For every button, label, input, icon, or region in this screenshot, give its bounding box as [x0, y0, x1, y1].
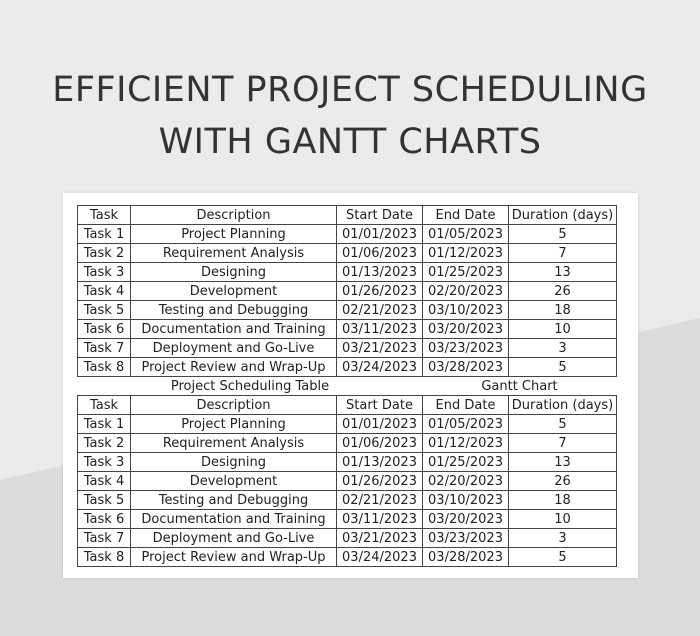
cell-end-date[interactable]: 03/23/2023 — [423, 529, 509, 548]
caption-gantt-chart: Gantt Chart — [423, 377, 617, 396]
table-row — [78, 320, 617, 339]
cell-duration[interactable]: 18 — [509, 301, 617, 320]
cell-start-date[interactable]: 01/13/2023 — [337, 453, 423, 472]
cell-task[interactable]: Task 3 — [78, 263, 131, 282]
cell-task[interactable]: Task 2 — [78, 434, 131, 453]
schedule-grid — [77, 205, 617, 567]
cell-end-date[interactable]: 03/23/2023 — [423, 339, 509, 358]
grid-body — [78, 206, 617, 567]
cell-task[interactable]: Task 4 — [78, 282, 131, 301]
cell-duration[interactable]: 26 — [509, 282, 617, 301]
cell-duration[interactable]: 13 — [509, 453, 617, 472]
cell-task[interactable]: Task 8 — [78, 548, 131, 567]
table-row — [78, 491, 617, 510]
cell-start-date[interactable]: 01/01/2023 — [337, 415, 423, 434]
cell-end-date[interactable]: 03/20/2023 — [423, 320, 509, 339]
cell-duration[interactable]: 5 — [509, 415, 617, 434]
cell-start-date[interactable]: 01/26/2023 — [337, 282, 423, 301]
column-header-description[interactable]: Description — [131, 206, 337, 225]
cell-end-date[interactable]: 01/05/2023 — [423, 415, 509, 434]
cell-description[interactable]: Deployment and Go-Live — [131, 339, 337, 358]
cell-task[interactable]: Task 3 — [78, 453, 131, 472]
table2-header-row — [78, 396, 617, 415]
cell-start-date[interactable]: 01/06/2023 — [337, 244, 423, 263]
table-row — [78, 510, 617, 529]
table-row — [78, 548, 617, 567]
cell-start-date[interactable]: 03/21/2023 — [337, 529, 423, 548]
column-header-end-date[interactable]: End Date — [423, 396, 509, 415]
cell-description[interactable]: Designing — [131, 453, 337, 472]
column-header-end-date[interactable]: End Date — [423, 206, 509, 225]
cell-description[interactable]: Requirement Analysis — [131, 434, 337, 453]
cell-description[interactable]: Project Review and Wrap-Up — [131, 358, 337, 377]
cell-start-date[interactable]: 02/21/2023 — [337, 301, 423, 320]
cell-duration[interactable]: 5 — [509, 225, 617, 244]
cell-task[interactable]: Task 7 — [78, 529, 131, 548]
cell-description[interactable]: Documentation and Training — [131, 320, 337, 339]
cell-task[interactable]: Task 4 — [78, 472, 131, 491]
caption-row — [78, 377, 617, 396]
cell-start-date[interactable]: 01/26/2023 — [337, 472, 423, 491]
spreadsheet-sheet — [63, 193, 638, 578]
cell-start-date[interactable]: 01/06/2023 — [337, 434, 423, 453]
cell-duration[interactable]: 10 — [509, 320, 617, 339]
table-row — [78, 244, 617, 263]
table-row — [78, 472, 617, 491]
cell-task[interactable]: Task 2 — [78, 244, 131, 263]
cell-description[interactable]: Deployment and Go-Live — [131, 529, 337, 548]
table-row — [78, 301, 617, 320]
cell-description[interactable]: Testing and Debugging — [131, 301, 337, 320]
cell-end-date[interactable]: 03/28/2023 — [423, 548, 509, 567]
cell-end-date[interactable]: 03/28/2023 — [423, 358, 509, 377]
column-header-duration[interactable]: Duration (days) — [509, 206, 617, 225]
cell-duration[interactable]: 3 — [509, 529, 617, 548]
cell-duration[interactable]: 7 — [509, 244, 617, 263]
table-row — [78, 339, 617, 358]
column-header-task[interactable]: Task — [78, 396, 131, 415]
cell-end-date[interactable]: 02/20/2023 — [423, 282, 509, 301]
table-row — [78, 225, 617, 244]
title-line-1: EFFICIENT PROJECT SCHEDULING — [52, 70, 648, 110]
cell-task[interactable]: Task 1 — [78, 225, 131, 244]
cell-description[interactable]: Designing — [131, 263, 337, 282]
column-header-start-date[interactable]: Start Date — [337, 206, 423, 225]
cell-start-date[interactable]: 03/24/2023 — [337, 358, 423, 377]
cell-end-date[interactable]: 03/10/2023 — [423, 491, 509, 510]
cell-description[interactable]: Project Review and Wrap-Up — [131, 548, 337, 567]
cell-end-date[interactable]: 02/20/2023 — [423, 472, 509, 491]
cell-description[interactable]: Testing and Debugging — [131, 491, 337, 510]
column-header-duration[interactable]: Duration (days) — [509, 396, 617, 415]
table1-header-row — [78, 206, 617, 225]
cell-start-date[interactable]: 03/11/2023 — [337, 510, 423, 529]
cell-end-date[interactable]: 01/25/2023 — [423, 453, 509, 472]
column-header-task[interactable]: Task — [78, 206, 131, 225]
cell-start-date[interactable]: 01/01/2023 — [337, 225, 423, 244]
cell-task[interactable]: Task 6 — [78, 510, 131, 529]
cell-task[interactable]: Task 8 — [78, 358, 131, 377]
table-row — [78, 453, 617, 472]
column-header-start-date[interactable]: Start Date — [337, 396, 423, 415]
cell-start-date[interactable]: 01/13/2023 — [337, 263, 423, 282]
cell-start-date[interactable]: 03/11/2023 — [337, 320, 423, 339]
cell-end-date[interactable]: 03/10/2023 — [423, 301, 509, 320]
cell-description[interactable]: Development — [131, 282, 337, 301]
cell-duration[interactable]: 5 — [509, 548, 617, 567]
table-row — [78, 358, 617, 377]
title-line-2: WITH GANTT CHARTS — [158, 122, 542, 162]
cell-duration[interactable]: 3 — [509, 339, 617, 358]
cell-description[interactable]: Documentation and Training — [131, 510, 337, 529]
cell-task[interactable]: Task 7 — [78, 339, 131, 358]
cell-task[interactable]: Task 5 — [78, 301, 131, 320]
cell-end-date[interactable]: 01/12/2023 — [423, 434, 509, 453]
cell-start-date[interactable]: 03/24/2023 — [337, 548, 423, 567]
cell-duration[interactable]: 13 — [509, 263, 617, 282]
cell-description[interactable]: Development — [131, 472, 337, 491]
cell-task[interactable]: Task 5 — [78, 491, 131, 510]
cell-task[interactable]: Task 6 — [78, 320, 131, 339]
table-row — [78, 415, 617, 434]
cell-duration[interactable]: 5 — [509, 358, 617, 377]
caption-project-scheduling-table: Project Scheduling Table — [78, 377, 423, 396]
cell-duration[interactable]: 7 — [509, 434, 617, 453]
cell-duration[interactable]: 26 — [509, 472, 617, 491]
cell-end-date[interactable]: 03/20/2023 — [423, 510, 509, 529]
table-row — [78, 282, 617, 301]
page-title — [0, 64, 700, 168]
cell-end-date[interactable]: 01/25/2023 — [423, 263, 509, 282]
cell-task[interactable]: Task 1 — [78, 415, 131, 434]
cell-end-date[interactable]: 01/05/2023 — [423, 225, 509, 244]
cell-duration[interactable]: 10 — [509, 510, 617, 529]
cell-duration[interactable]: 18 — [509, 491, 617, 510]
cell-end-date[interactable]: 01/12/2023 — [423, 244, 509, 263]
table-row — [78, 263, 617, 282]
cell-description[interactable]: Project Planning — [131, 225, 337, 244]
table-row — [78, 434, 617, 453]
column-header-description[interactable]: Description — [131, 396, 337, 415]
table-row — [78, 529, 617, 548]
cell-start-date[interactable]: 02/21/2023 — [337, 491, 423, 510]
cell-description[interactable]: Requirement Analysis — [131, 244, 337, 263]
cell-start-date[interactable]: 03/21/2023 — [337, 339, 423, 358]
cell-description[interactable]: Project Planning — [131, 415, 337, 434]
